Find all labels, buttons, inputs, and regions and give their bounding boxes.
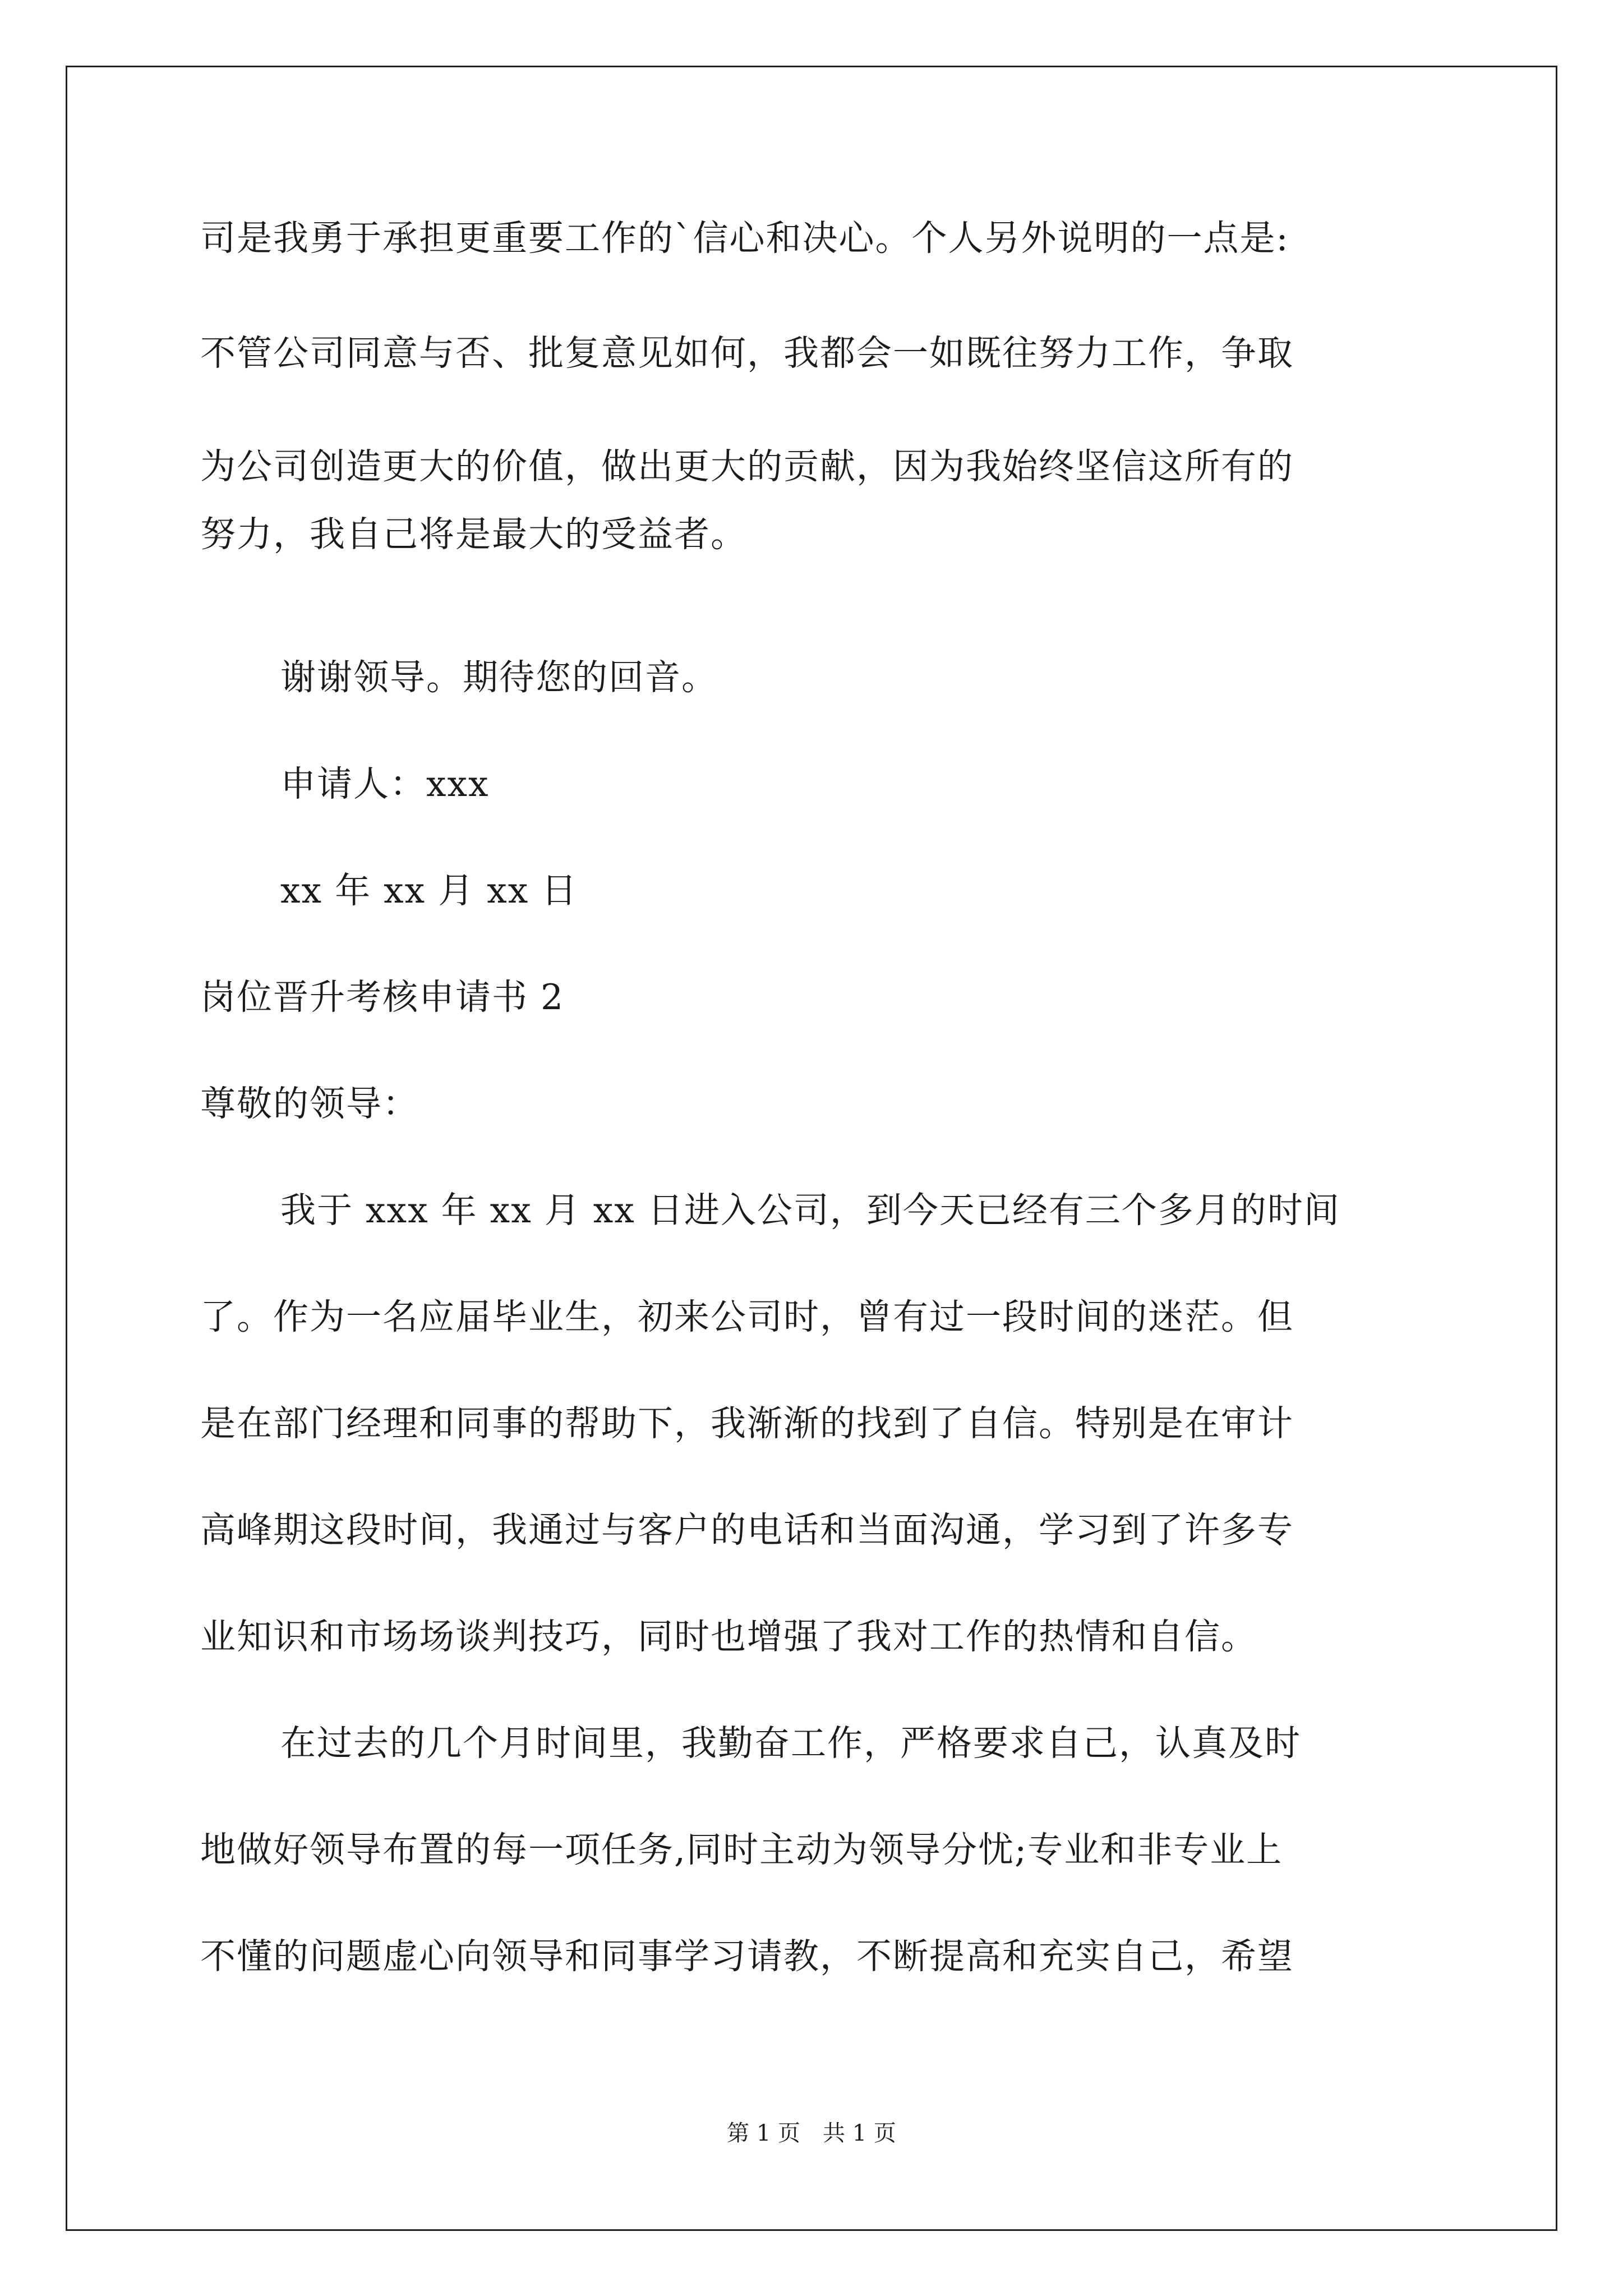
body-line: 不管公司同意与否、批复意见如何，我都会一如既往努力工作，争取 [200, 333, 1294, 374]
body-line: 是在部门经理和同事的帮助下，我渐渐的找到了自信。特别是在审计 [200, 1403, 1294, 1444]
body-line: 为公司创造更大的价值，做出更大的贡献，因为我始终坚信这所有的 [200, 446, 1294, 487]
section-title: 岗位晋升考核申请书 2 [200, 977, 565, 1018]
page-total: 共 1 页 [823, 2120, 896, 2146]
body-line: 高峰期这段时间，我通过与客户的电话和当面沟通，学习到了许多专 [200, 1510, 1294, 1550]
date-line: xx 年 xx 月 xx 日 [280, 870, 578, 911]
body-line: 努力，我自己将是最大的受益者。 [200, 514, 747, 555]
body-line: 不懂的问题虚心向领导和同事学习请教，不断提高和充实自己，希望 [200, 1936, 1294, 1977]
body-line: 了。作为一名应届毕业生，初来公司时，曾有过一段时间的迷茫。但 [200, 1296, 1294, 1337]
closing-line: 谢谢领导。期待您的回音。 [280, 657, 718, 698]
page-frame [66, 66, 1557, 2231]
body-line: 我于 xxx 年 xx 月 xx 日进入公司，到今天已经有三个多月的时间 [280, 1190, 1340, 1231]
salutation: 尊敬的领导： [200, 1083, 419, 1124]
body-line: 司是我勇于承担更重要工作的`信心和决心。个人另外说明的一点是: [200, 218, 1289, 259]
body-line: 业知识和市场场谈判技巧，同时也增强了我对工作的热情和自信。 [200, 1616, 1257, 1657]
applicant-line: 申请人：xxx [280, 763, 490, 804]
page-footer [0, 2119, 1623, 2147]
body-line: 地做好领导布置的每一项任务,同时主动为领导分忧;专业和非专业上 [200, 1829, 1283, 1870]
body-line: 在过去的几个月时间里，我勤奋工作，严格要求自己，认真及时 [280, 1723, 1301, 1764]
page-number: 第 1 页 [727, 2120, 800, 2146]
